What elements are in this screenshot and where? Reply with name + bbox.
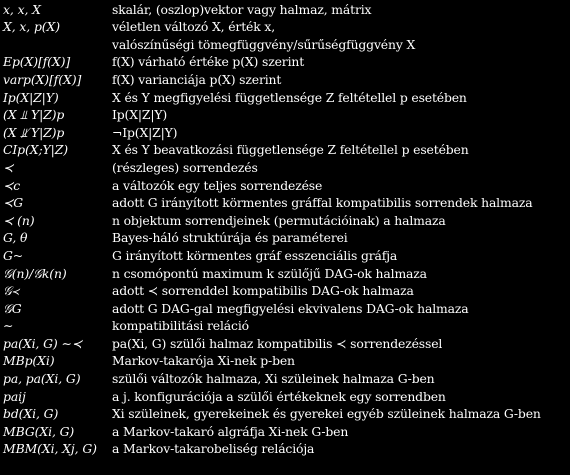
notation-symbol: G~ <box>3 247 24 263</box>
notation-description: Xi szüleinek, gyerekeinek és gyerekei egyéb szüleinek halmaza G-ben <box>112 406 541 422</box>
notation-description: (részleges) sorrendezés <box>112 159 258 175</box>
notation-description: a változók egy teljes sorrendezése <box>112 177 323 193</box>
notation-symbol: MBp(Xi) <box>3 353 55 369</box>
notation-symbol <box>3 36 112 54</box>
notation-row <box>3 195 541 213</box>
notation-row <box>3 423 541 441</box>
notation-symbol: bd(Xi, G) <box>3 406 59 422</box>
notation-description: a Markov-takaró algráfja Xi-nek G-ben <box>112 423 349 439</box>
notation-description: skalár, (oszlop)vektor vagy halmaz, mátrix <box>112 1 372 17</box>
notation-symbol: 𝒢G <box>3 300 22 316</box>
notation-symbol: Ip(X|Z|Y) <box>3 89 59 105</box>
notation-row <box>3 54 541 72</box>
notation-description: X és Y beavatkozási függetlensége Z feltétellel p esetében <box>112 142 469 158</box>
notation-description: adott G DAG-gal megfigyelési ekvivalens DAG-ok halmaza <box>112 300 469 316</box>
notation-row <box>3 441 541 459</box>
notation-symbol: paij <box>3 388 26 404</box>
notation-description: adott ≺ sorrenddel kompatibilis DAG-ok halmaza <box>112 283 414 299</box>
notation-row <box>3 300 541 318</box>
notation-symbol: ≺c <box>3 177 21 193</box>
notation-symbol: ≺ (n) <box>3 212 35 228</box>
notation-row <box>3 71 541 89</box>
notation-symbol: ≺ <box>3 159 14 175</box>
notation-description: valószínűségi tömegfüggvény/sűrűségfüggvény X <box>112 36 416 52</box>
notation-row <box>3 107 541 125</box>
notation-symbol: X, x, p(X) <box>3 19 60 35</box>
notation-row <box>3 19 541 37</box>
notation-row <box>3 265 541 283</box>
notation-table-body <box>3 1 541 458</box>
notation-symbol: pa(Xi, G) ∼≺ <box>3 335 83 351</box>
notation-row <box>3 230 541 248</box>
notation-description: pa(Xi, G) szülői halmaz kompatibilis ≺ sorrendezéssel <box>112 335 443 351</box>
notation-description: n objektum sorrendjeinek (permutációinak) a halmaza <box>112 212 446 228</box>
notation-symbol: pa, pa(Xi, G) <box>3 371 81 387</box>
notation-description: szülői változók halmaza, Xi szüleinek halmaza G-ben <box>112 371 435 387</box>
notation-row <box>3 247 541 265</box>
notation-description: ¬Ip(X|Z|Y) <box>112 124 178 140</box>
notation-symbol: ∼ <box>3 318 14 334</box>
notation-description: kompatibilitási reláció <box>112 318 249 334</box>
notation-row <box>3 89 541 107</box>
notation-symbol: 𝒢(n)/𝒢k(n) <box>3 265 67 281</box>
notation-description: X és Y megfigyelési függetlensége Z feltétellel p esetében <box>112 89 467 105</box>
notation-symbol: ≺G <box>3 195 24 211</box>
notation-symbol: MBM(Xi, Xj, G) <box>3 441 97 457</box>
notation-symbol: MBG(Xi, G) <box>3 423 75 439</box>
notation-row <box>3 142 541 160</box>
notation-description: a Markov-takarobeliség relációja <box>112 441 315 457</box>
notation-description: adott G irányított körmentes gráffal kompatibilis sorrendek halmaza <box>112 195 533 211</box>
notation-table <box>3 1 541 458</box>
notation-symbol: 𝒢≺ <box>3 283 19 299</box>
notation-description: véletlen változó X, érték x, <box>112 19 275 35</box>
notation-symbol: (X ⫫̸ Y|Z)p <box>3 124 65 140</box>
notation-row <box>3 36 541 54</box>
notation-description: a j. konfigurációja a szülői értékeknek egy sorrendben <box>112 388 446 404</box>
notation-description: Bayes-háló struktúrája és paraméterei <box>112 230 348 246</box>
notation-description: f(X) varianciája p(X) szerint <box>112 71 282 87</box>
notation-row <box>3 388 541 406</box>
notation-description: f(X) várható értéke p(X) szerint <box>112 54 305 70</box>
notation-description: Ip(X|Z|Y) <box>112 107 168 123</box>
notation-symbol: x, x, X <box>3 1 41 17</box>
notation-row <box>3 353 541 371</box>
notation-row <box>3 335 541 353</box>
notation-row <box>3 1 541 19</box>
notation-description: n csomópontú maximum k szülőjű DAG-ok halmaza <box>112 265 427 281</box>
notation-row <box>3 370 541 388</box>
notation-symbol: (X ⫫ Y|Z)p <box>3 107 65 123</box>
notation-symbol: CIp(X;Y|Z) <box>3 142 68 158</box>
notation-symbol: G, θ <box>3 230 28 246</box>
notation-symbol: varp(X)[f(X)] <box>3 71 82 87</box>
notation-row <box>3 283 541 301</box>
notation-symbol: Ep(X)[f(X)] <box>3 54 71 70</box>
notation-row <box>3 318 541 336</box>
notation-row <box>3 124 541 142</box>
notation-description: G irányított körmentes gráf esszenciális gráfja <box>112 247 398 263</box>
notation-row <box>3 212 541 230</box>
notation-row <box>3 159 541 177</box>
notation-row <box>3 406 541 424</box>
notation-row <box>3 177 541 195</box>
notation-description: Markov-takarója Xi-nek p-ben <box>112 353 295 369</box>
